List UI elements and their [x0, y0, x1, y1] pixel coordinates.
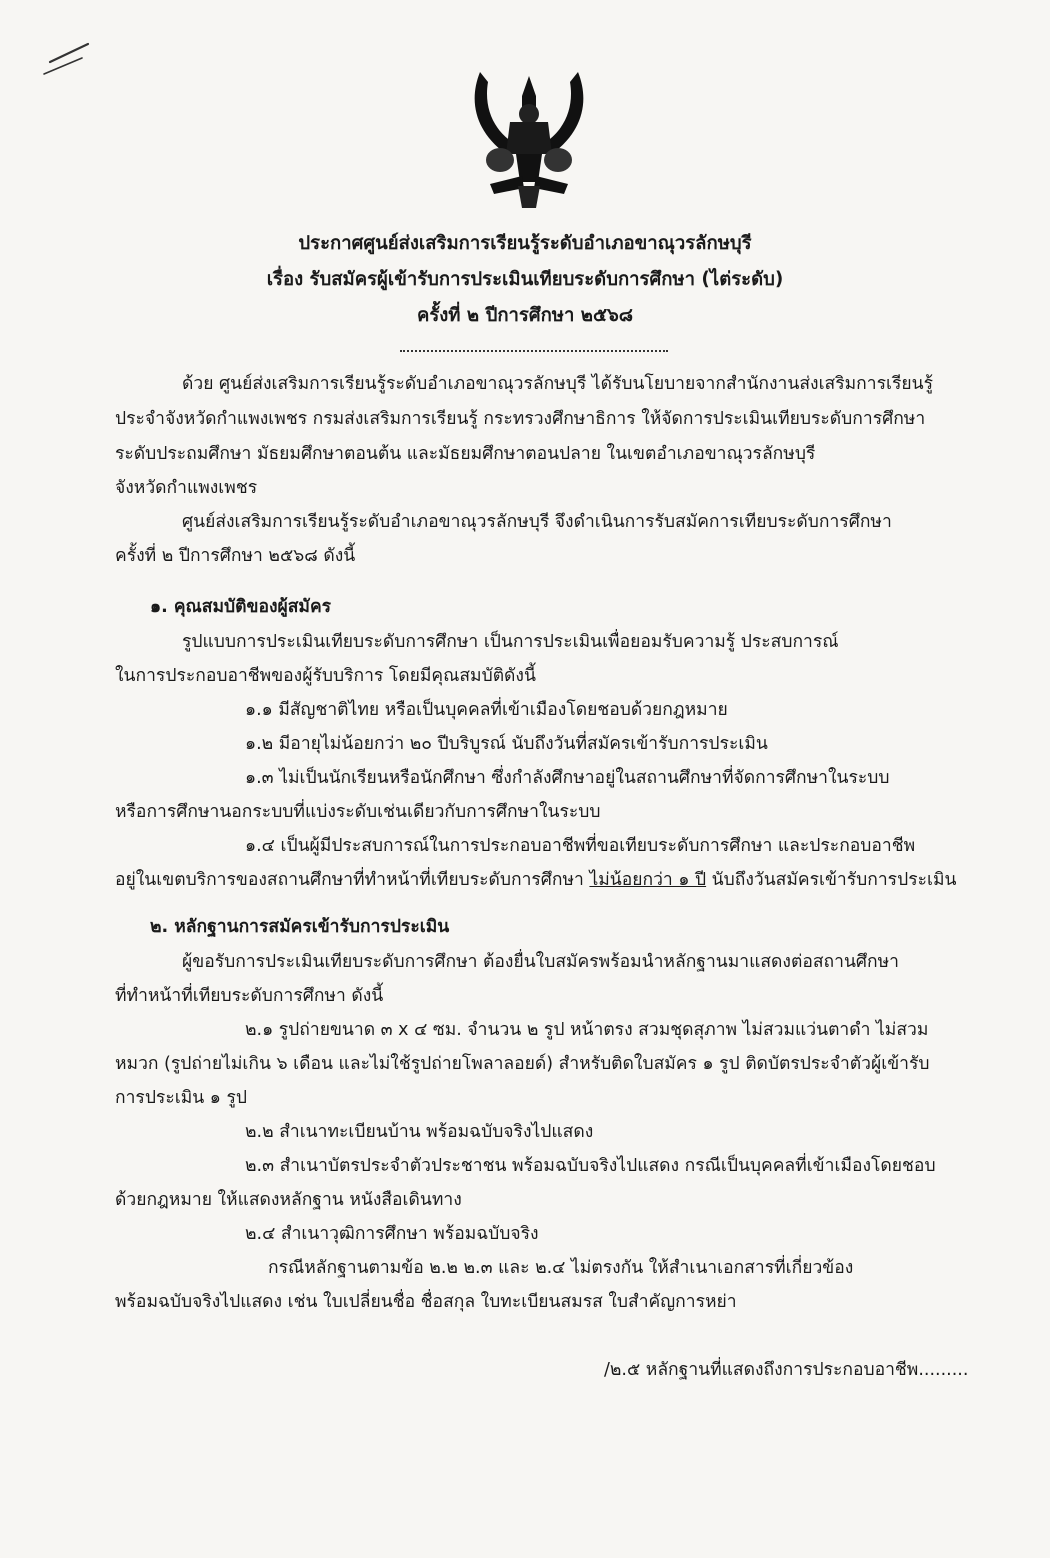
handwritten-mark-icon	[34, 40, 94, 80]
section2-item-4: ๒.๔ สำเนาวุฒิการศึกษา พร้อมฉบับจริง	[245, 1224, 539, 1244]
section2-item-2: ๒.๒ สำเนาทะเบียนบ้าน พร้อมฉบับจริงไปแสดง	[245, 1122, 594, 1142]
item4-underlined-duration: ไม่น้อยกว่า ๑ ปี	[589, 870, 707, 890]
intro-p2-line2: ครั้งที่ ๒ ปีการศึกษา ๒๕๖๘ ดังนี้	[115, 546, 356, 566]
title-line-3: ครั้งที่ ๒ ปีการศึกษา ๒๕๖๘	[416, 305, 634, 326]
continuation-note: /๒.๕ หลักฐานที่แสดงถึงการประกอบอาชีพ.........	[604, 1360, 969, 1380]
section2-note-line2: พร้อมฉบับจริงไปแสดง เช่น ใบเปลี่ยนชื่อ ชื่อสกุล ใบทะเบียนสมรส ใบสำคัญการหย่า	[115, 1292, 737, 1312]
intro-p1-line4: จังหวัดกำแพงเพชร	[115, 478, 258, 498]
section1-heading: ๑. คุณสมบัติของผู้สมัคร	[150, 597, 332, 617]
section1-item-1: ๑.๑ มีสัญชาติไทย หรือเป็นบุคคลที่เข้าเมืองโดยชอบด้วยกฎหมาย	[245, 700, 728, 720]
section1-lead-line1: รูปแบบการประเมินเทียบระดับการศึกษา เป็นการประเมินเพื่อยอมรับความรู้ ประสบการณ์	[182, 632, 839, 652]
section1-item-2: ๑.๒ มีอายุไม่น้อยกว่า ๒๐ ปีบริบูรณ์ นับถึงวันที่สมัครเข้ารับการประเมิน	[245, 734, 768, 754]
intro-p2-line1: ศูนย์ส่งเสริมการเรียนรู้ระดับอำเภอขาณุวรลักษบุรี จึงดำเนินการรับสมัคการเทียบระดับการศึกษา	[182, 512, 892, 532]
section2-item-3-line2: ด้วยกฎหมาย ให้แสดงหลักฐาน หนังสือเดินทาง	[115, 1190, 462, 1210]
garuda-emblem-icon	[466, 62, 592, 212]
section1-item-4-line2	[115, 868, 956, 892]
section2-item-3-line1: ๒.๓ สำเนาบัตรประจำตัวประชาชน พร้อมฉบับจริงไปแสดง กรณีเป็นบุคคลที่เข้าเมืองโดยชอบ	[245, 1156, 936, 1176]
section2-note-line1: กรณีหลักฐานตามข้อ ๒.๒ ๒.๓ และ ๒.๔ ไม่ตรงกัน ให้สำเนาเอกสารที่เกี่ยวข้อง	[268, 1258, 854, 1278]
section1-item-4-line1: ๑.๔ เป็นผู้มีประสบการณ์ในการประกอบอาชีพที่ขอเทียบระดับการศึกษา และประกอบอาชีพ	[245, 836, 916, 856]
intro-p1-line1: ด้วย ศูนย์ส่งเสริมการเรียนรู้ระดับอำเภอขาณุวรลักษบุรี ได้รับนโยบายจากสำนักงานส่งเสริมการเรียนรู้	[182, 374, 933, 394]
section2-heading: ๒. หลักฐานการสมัครเข้ารับการประเมิน	[150, 917, 450, 937]
intro-p1-line2: ประจำจังหวัดกำแพงเพชร กรมส่งเสริมการเรียนรู้ กระทรวงศึกษาธิการ ให้จัดการประเมินเทียบระดับการศึกษา	[115, 409, 926, 429]
item4-text-a: อยู่ในเขตบริการของสถานศึกษาที่ทำหน้าที่เทียบระดับการศึกษา	[115, 870, 590, 890]
title-line-1: ประกาศศูนย์ส่งเสริมการเรียนรู้ระดับอำเภอขาณุวรลักษบุรี	[298, 233, 752, 254]
intro-p1-line3: ระดับประถมศึกษา มัธยมศึกษาตอนต้น และมัธยมศึกษาตอนปลาย ในเขตอำเภอขาณุวรลักษบุรี	[115, 444, 816, 464]
section1-lead-line2: ในการประกอบอาชีพของผู้รับบริการ โดยมีคุณสมบัติดังนี้	[115, 666, 536, 686]
title-line-2: เรื่อง รับสมัครผู้เข้ารับการประเมินเทียบระดับการศึกษา (ไต่ระดับ)	[266, 269, 784, 290]
section2-item-1-line3: การประเมิน ๑ รูป	[115, 1088, 247, 1108]
section1-item-3-line1: ๑.๓ ไม่เป็นนักเรียนหรือนักศึกษา ซึ่งกำลังศึกษาอยู่ในสถานศึกษาที่จัดการศึกษาในระบบ	[245, 768, 890, 788]
title-divider	[400, 350, 668, 352]
section2-lead-line1: ผู้ขอรับการประเมินเทียบระดับการศึกษา ต้องยื่นใบสมัครพร้อมนำหลักฐานมาแสดงต่อสถานศึกษา	[182, 952, 899, 972]
section1-item-3-line2: หรือการศึกษานอกระบบที่แบ่งระดับเช่นเดียวกับการศึกษาในระบบ	[115, 802, 601, 822]
section2-item-1-line2: หมวก (รูปถ่ายไม่เกิน ๖ เดือน และไม่ใช้รูปถ่ายโพลาลอยด์) สำหรับติดใบสมัคร ๑ รูป ติดบัตรประจำตัวผู้เข้ารับ	[115, 1054, 930, 1074]
section2-lead-line2: ที่ทำหน้าที่เทียบระดับการศึกษา ดังนี้	[115, 986, 384, 1006]
section2-item-1-line1: ๒.๑ รูปถ่ายขนาด ๓ x ๔ ซม. จำนวน ๒ รูป หน้าตรง สวมชุดสุภาพ ไม่สวมแว่นตาดำ ไม่สวม	[245, 1020, 929, 1040]
item4-text-b: นับถึงวันสมัครเข้ารับการประเมิน	[706, 870, 957, 890]
